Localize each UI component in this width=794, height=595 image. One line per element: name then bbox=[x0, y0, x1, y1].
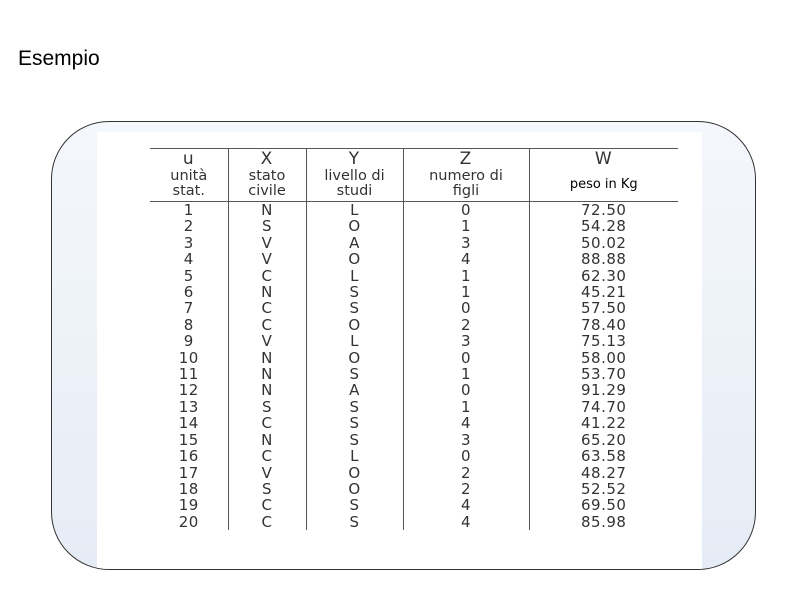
cell-unit: 8 bbox=[183, 315, 194, 334]
cell-peso: 85.98 bbox=[529, 514, 678, 530]
cell-livello: L bbox=[306, 202, 403, 219]
cell-stato: N bbox=[228, 284, 306, 300]
table-row bbox=[150, 202, 678, 219]
table-row bbox=[150, 218, 678, 234]
cell-figli: 2 bbox=[403, 481, 529, 497]
table-row bbox=[150, 481, 678, 497]
cell-stato: N bbox=[228, 382, 306, 398]
header-letter-y: Y bbox=[306, 149, 403, 170]
cell-unit: 9 bbox=[183, 332, 194, 351]
header-letters-row bbox=[150, 149, 678, 170]
cell-livello: S bbox=[306, 514, 403, 530]
cell-stato: N bbox=[228, 202, 306, 219]
header-desc-z bbox=[403, 169, 529, 202]
cell-unit: 11 bbox=[178, 365, 199, 384]
cell-stato: V bbox=[228, 251, 306, 267]
cell-unit: 5 bbox=[183, 266, 194, 285]
table-row bbox=[150, 333, 678, 349]
cell-figli: 0 bbox=[403, 448, 529, 464]
header-desc-w-text: peso in Kg bbox=[569, 176, 638, 192]
cell-peso: 74.70 bbox=[529, 399, 678, 415]
cell-figli: 4 bbox=[403, 415, 529, 431]
cell-figli: 2 bbox=[403, 465, 529, 481]
header-desc-z-text: numero di figli bbox=[429, 168, 503, 199]
cell-livello: S bbox=[306, 432, 403, 448]
cell-peso: 41.22 bbox=[529, 415, 678, 431]
cell-figli: 3 bbox=[403, 333, 529, 349]
cell-stato: C bbox=[228, 300, 306, 316]
cell-peso: 57.50 bbox=[529, 300, 678, 316]
cell-figli: 0 bbox=[403, 382, 529, 398]
cell-unit: 2 bbox=[183, 217, 194, 236]
cell-peso: 58.00 bbox=[529, 350, 678, 366]
cell-peso: 45.21 bbox=[529, 284, 678, 300]
header-description-row bbox=[150, 169, 678, 202]
cell-stato: C bbox=[228, 415, 306, 431]
table-row bbox=[150, 317, 678, 333]
cell-livello: S bbox=[306, 415, 403, 431]
cell-figli: 4 bbox=[403, 251, 529, 267]
cell-livello: S bbox=[306, 284, 403, 300]
cell-peso: 48.27 bbox=[529, 465, 678, 481]
cell-figli: 1 bbox=[403, 218, 529, 234]
cell-unit: 3 bbox=[183, 233, 194, 252]
cell-unit: 16 bbox=[178, 447, 199, 466]
cell-peso: 88.88 bbox=[529, 251, 678, 267]
header-desc-x-text: stato civile bbox=[248, 168, 286, 199]
cell-livello: O bbox=[306, 317, 403, 333]
slide-title: Esempio bbox=[18, 47, 100, 70]
cell-livello: S bbox=[306, 300, 403, 316]
cell-peso: 72.50 bbox=[529, 202, 678, 219]
cell-peso: 62.30 bbox=[529, 268, 678, 284]
scanned-table-image bbox=[97, 132, 702, 569]
table-body bbox=[150, 202, 678, 531]
header-desc-y bbox=[306, 169, 403, 202]
cell-livello: L bbox=[306, 333, 403, 349]
cell-peso: 53.70 bbox=[529, 366, 678, 382]
cell-unit: 15 bbox=[178, 430, 199, 449]
image-frame bbox=[51, 121, 756, 570]
cell-stato: C bbox=[228, 448, 306, 464]
cell-livello: O bbox=[306, 218, 403, 234]
table-row bbox=[150, 235, 678, 251]
cell-livello: O bbox=[306, 481, 403, 497]
cell-stato: N bbox=[228, 432, 306, 448]
cell-stato: S bbox=[228, 481, 306, 497]
cell-unit: 14 bbox=[178, 414, 199, 433]
cell-figli: 3 bbox=[403, 235, 529, 251]
cell-peso: 63.58 bbox=[529, 448, 678, 464]
cell-figli: 0 bbox=[403, 202, 529, 219]
cell-livello: A bbox=[306, 235, 403, 251]
cell-unit: 7 bbox=[183, 299, 194, 318]
table-row bbox=[150, 382, 678, 398]
cell-stato: V bbox=[228, 235, 306, 251]
cell-peso: 78.40 bbox=[529, 317, 678, 333]
table-row bbox=[150, 251, 678, 267]
cell-livello: O bbox=[306, 350, 403, 366]
header-letter-z: Z bbox=[403, 149, 529, 170]
data-table bbox=[150, 148, 678, 530]
cell-livello: A bbox=[306, 382, 403, 398]
cell-peso: 65.20 bbox=[529, 432, 678, 448]
cell-peso: 50.02 bbox=[529, 235, 678, 251]
header-desc-w bbox=[529, 169, 678, 202]
cell-figli: 0 bbox=[403, 350, 529, 366]
cell-unit: 6 bbox=[183, 283, 194, 302]
cell-livello: O bbox=[306, 251, 403, 267]
cell-livello: S bbox=[306, 366, 403, 382]
table-row bbox=[150, 350, 678, 366]
cell-stato: N bbox=[228, 366, 306, 382]
cell-stato: C bbox=[228, 497, 306, 513]
table-row bbox=[150, 284, 678, 300]
header-letter-w: W bbox=[529, 149, 678, 170]
header-desc-u bbox=[150, 169, 228, 202]
cell-unit: 18 bbox=[178, 479, 199, 498]
table-row bbox=[150, 268, 678, 284]
table-row bbox=[150, 497, 678, 513]
cell-unit: 10 bbox=[178, 348, 199, 367]
cell-unit: 13 bbox=[178, 397, 199, 416]
cell-unit: 12 bbox=[178, 381, 199, 400]
header-letter-u: u bbox=[150, 149, 228, 170]
cell-figli: 1 bbox=[403, 284, 529, 300]
cell-unit: 4 bbox=[183, 250, 194, 269]
table-row bbox=[150, 432, 678, 448]
cell-livello: S bbox=[306, 399, 403, 415]
cell-figli: 1 bbox=[403, 268, 529, 284]
cell-peso: 69.50 bbox=[529, 497, 678, 513]
cell-livello: S bbox=[306, 497, 403, 513]
cell-figli: 4 bbox=[403, 514, 529, 530]
cell-unit: 19 bbox=[178, 496, 199, 515]
cell-unit: 20 bbox=[178, 512, 199, 531]
cell-peso: 54.28 bbox=[529, 218, 678, 234]
cell-stato: S bbox=[228, 218, 306, 234]
table-row bbox=[150, 465, 678, 481]
cell-stato: V bbox=[228, 333, 306, 349]
cell-stato: V bbox=[228, 465, 306, 481]
cell-figli: 4 bbox=[403, 497, 529, 513]
cell-peso: 75.13 bbox=[529, 333, 678, 349]
cell-stato: N bbox=[228, 350, 306, 366]
cell-stato: C bbox=[228, 514, 306, 530]
header-desc-y-text: livello di studi bbox=[324, 168, 385, 199]
cell-livello: L bbox=[306, 448, 403, 464]
cell-livello: L bbox=[306, 268, 403, 284]
table-row bbox=[150, 415, 678, 431]
cell-stato: S bbox=[228, 399, 306, 415]
cell-figli: 1 bbox=[403, 366, 529, 382]
cell-peso: 52.52 bbox=[529, 481, 678, 497]
cell-figli: 0 bbox=[403, 300, 529, 316]
header-letter-x: X bbox=[228, 149, 306, 170]
cell-unit: 17 bbox=[178, 463, 199, 482]
cell-stato: C bbox=[228, 268, 306, 284]
cell-figli: 3 bbox=[403, 432, 529, 448]
table-row bbox=[150, 448, 678, 464]
header-desc-u-text: unità stat. bbox=[170, 168, 208, 199]
table-row bbox=[150, 300, 678, 316]
cell-figli: 2 bbox=[403, 317, 529, 333]
cell-livello: O bbox=[306, 465, 403, 481]
header-desc-x bbox=[228, 169, 306, 202]
cell-peso: 91.29 bbox=[529, 382, 678, 398]
cell-figli: 1 bbox=[403, 399, 529, 415]
table-row bbox=[150, 514, 678, 530]
table-row bbox=[150, 366, 678, 382]
cell-stato: C bbox=[228, 317, 306, 333]
cell-unit: 1 bbox=[183, 201, 194, 219]
table-row bbox=[150, 399, 678, 415]
